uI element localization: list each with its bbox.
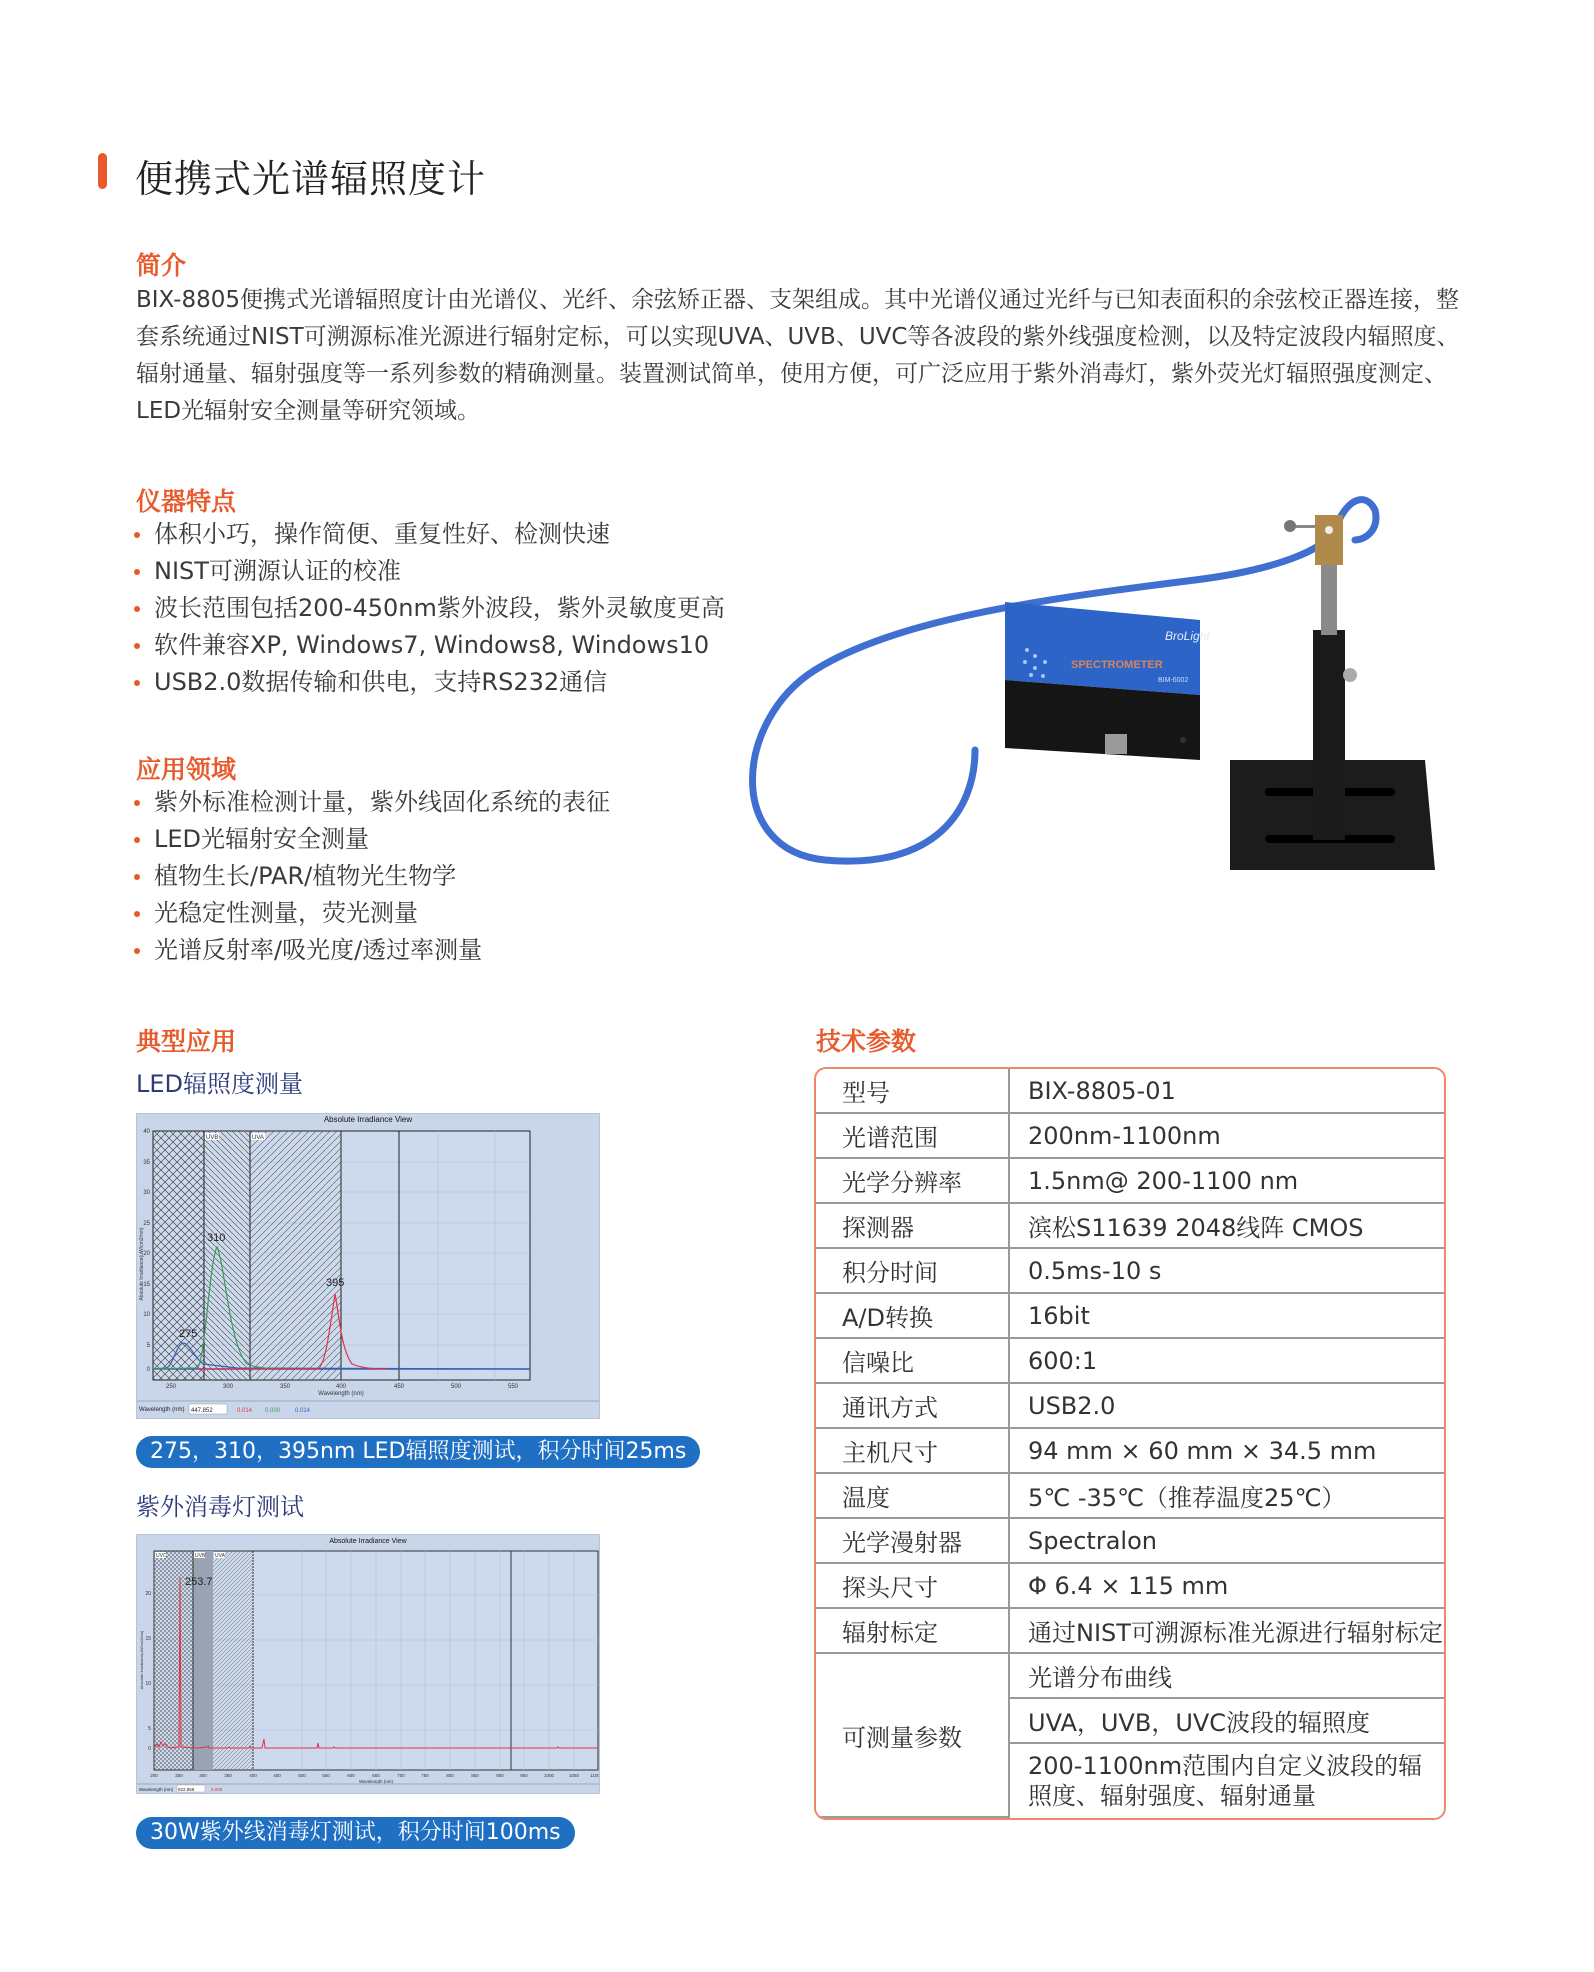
feature-item: 波长范围包括200-450nm紫外波段，紫外灵敏度更高 xyxy=(132,590,772,627)
led-irradiance-chart xyxy=(136,1113,600,1419)
product-image xyxy=(735,470,1455,890)
svg-text:900: 900 xyxy=(496,1773,504,1778)
page-title: 便携式光谱辐照度计 xyxy=(135,157,487,201)
table-row: 信噪比 600:1 xyxy=(816,1339,1444,1384)
table-row: A/D转换 16bit xyxy=(816,1294,1444,1339)
svg-text:UVC: UVC xyxy=(156,1553,167,1559)
chart1-title: Absolute Irradiance View xyxy=(323,1115,413,1124)
svg-text:250: 250 xyxy=(175,1773,183,1778)
annotation-310: 310 xyxy=(207,1232,226,1244)
svg-text:0: 0 xyxy=(146,1367,150,1373)
title-accent-bar xyxy=(98,153,107,189)
svg-text:0.014: 0.014 xyxy=(237,1408,253,1414)
svg-text:UVA: UVA xyxy=(215,1553,225,1559)
application-item: 光稳定性测量，荧光测量 xyxy=(132,895,772,932)
annotation-395: 395 xyxy=(326,1277,345,1289)
table-row: 积分时间 0.5ms-10 s xyxy=(816,1249,1444,1294)
svg-text:550: 550 xyxy=(507,1384,519,1390)
application-item: 紫外标准检测计量，紫外线固化系统的表征 xyxy=(132,784,772,821)
chart1-caption-badge: 275，310，395nm LED辐照度测试，积分时间25ms xyxy=(136,1436,700,1468)
svg-text:35: 35 xyxy=(143,1160,150,1166)
application-item: 光谱反射率/吸光度/透过率测量 xyxy=(132,932,772,969)
svg-text:1100: 1100 xyxy=(590,1773,599,1778)
device-model-label: BIM-6002 xyxy=(1158,677,1189,684)
chart1-subtitle: LED辐照度测量 xyxy=(136,1070,304,1098)
uv-lamp-chart xyxy=(136,1534,600,1794)
svg-text:447.852: 447.852 xyxy=(191,1408,213,1414)
svg-text:0.000: 0.000 xyxy=(265,1408,281,1414)
annotation-253-7: 253.7 xyxy=(185,1576,213,1588)
svg-text:20: 20 xyxy=(145,1591,151,1597)
svg-text:650: 650 xyxy=(372,1773,380,1778)
svg-text:400: 400 xyxy=(335,1384,347,1390)
svg-text:25: 25 xyxy=(143,1221,150,1227)
svg-text:40: 40 xyxy=(143,1129,150,1135)
table-row: 温度 5℃ -35℃（推荐温度25℃） xyxy=(816,1474,1444,1519)
feature-item: 软件兼容XP, Windows7, Windows8, Windows10 xyxy=(132,627,772,664)
svg-text:5: 5 xyxy=(146,1343,150,1349)
svg-text:250: 250 xyxy=(165,1384,177,1390)
chart2-subtitle: 紫外消毒灯测试 xyxy=(136,1493,304,1521)
svg-text:10: 10 xyxy=(145,1681,151,1687)
applications-heading: 应用领域 xyxy=(136,755,237,784)
svg-text:UVB: UVB xyxy=(206,1135,219,1141)
svg-text:UVA: UVA xyxy=(252,1135,264,1141)
chart2-caption-badge: 30W紫外线消毒灯测试，积分时间100ms xyxy=(136,1817,575,1849)
table-row: 光谱范围 200nm-1100nm xyxy=(816,1114,1444,1159)
svg-text:30: 30 xyxy=(143,1190,150,1196)
readout-label: Wavelength (nm) xyxy=(139,1407,185,1413)
table-row: 型号 BIX-8805-01 xyxy=(816,1069,1444,1114)
features-list xyxy=(132,516,772,701)
table-row: 探测器 滨松S11639 2048线阵 CMOS xyxy=(816,1204,1444,1249)
svg-text:1050: 1050 xyxy=(568,1773,580,1778)
svg-text:300: 300 xyxy=(199,1773,207,1778)
svg-text:400: 400 xyxy=(249,1773,257,1778)
feature-item: NIST可溯源认证的校准 xyxy=(132,553,772,590)
svg-text:850: 850 xyxy=(471,1773,479,1778)
device-label: SPECTROMETER xyxy=(1071,659,1163,671)
svg-text:922.859: 922.859 xyxy=(178,1787,195,1792)
svg-text:20: 20 xyxy=(143,1251,150,1257)
svg-text:450: 450 xyxy=(273,1773,281,1778)
svg-text:350: 350 xyxy=(279,1384,291,1390)
svg-text:800: 800 xyxy=(446,1773,454,1778)
svg-text:Wavelength (nm): Wavelength (nm) xyxy=(139,1787,174,1792)
specs-heading: 技术参数 xyxy=(816,1027,917,1056)
svg-text:350: 350 xyxy=(224,1773,232,1778)
svg-text:700: 700 xyxy=(397,1773,405,1778)
features-heading: 仪器特点 xyxy=(136,487,237,516)
svg-text:300: 300 xyxy=(222,1384,234,1390)
application-item: LED光辐射安全测量 xyxy=(132,821,772,858)
table-row: 辐射标定 通过NIST可溯源标准光源进行辐射标定 xyxy=(816,1609,1444,1654)
svg-text:950: 950 xyxy=(520,1773,528,1778)
svg-text:10: 10 xyxy=(143,1312,150,1318)
svg-text:Wavelength (nm): Wavelength (nm) xyxy=(318,1391,364,1397)
device-brand-label: BroLight xyxy=(1165,629,1210,643)
table-row: 200-1100nm范围内自定义波段的辐照度、辐射强度、辐射通量 xyxy=(1028,1752,1423,1810)
table-row: 光学漫射器 Spectralon xyxy=(816,1519,1444,1564)
table-row: UVA，UVB，UVC波段的辐照度 xyxy=(816,1699,1444,1744)
svg-text:15: 15 xyxy=(145,1636,151,1642)
table-row: 主机尺寸 94 mm × 60 mm × 34.5 mm xyxy=(816,1429,1444,1474)
svg-text:200: 200 xyxy=(150,1773,158,1778)
svg-text:1000: 1000 xyxy=(543,1773,555,1778)
svg-text:0.006: 0.006 xyxy=(211,1787,223,1792)
applications-list xyxy=(132,784,772,969)
svg-text:Wavelength (nm): Wavelength (nm) xyxy=(358,1779,394,1784)
specs-table xyxy=(814,1067,1446,1820)
table-row: 通讯方式 USB2.0 xyxy=(816,1384,1444,1429)
svg-text:500: 500 xyxy=(450,1384,462,1390)
chart2-title: Absolute Irradiance View xyxy=(329,1538,407,1545)
svg-text:15: 15 xyxy=(143,1282,150,1288)
typical-heading: 典型应用 xyxy=(136,1027,237,1056)
intro-heading: 简介 xyxy=(136,251,187,280)
svg-text:750: 750 xyxy=(421,1773,429,1778)
intro-paragraph: BIX-8805便携式光谱辐照度计由光谱仪、光纤、余弦矫正器、支架组成。其中光谱仪通过光纤与已知表面积的余弦校正器连接，整套系统通过NIST可溯源标准光源进行辐射定标，可以实现UVA、UVB、UVC等各波段的紫外线强度检测，以及特定波段内辐照度、辐射通量、辐射强度等一系列参数的精确测量。装置测试简单，使用方便，可广泛应用于紫外消毒灯，紫外荧光灯辐照强度测定、LED光辐射安全测量等研究领域。 xyxy=(136,287,1460,424)
svg-text:0.014: 0.014 xyxy=(295,1408,311,1414)
svg-text:Absolute Irradiance(uW/cm2/nm): Absolute Irradiance(uW/cm2/nm) xyxy=(139,1630,144,1690)
svg-text:0: 0 xyxy=(148,1746,151,1752)
feature-item: USB2.0数据传输和供电，支持RS232通信 xyxy=(132,664,772,701)
svg-text:5: 5 xyxy=(148,1726,151,1732)
annotation-275: 275 xyxy=(179,1328,198,1340)
table-row: 可测量参数 光谱分布曲线 xyxy=(816,1654,1444,1699)
svg-text:UVB: UVB xyxy=(195,1553,206,1559)
svg-text:600: 600 xyxy=(347,1773,355,1778)
table-row: 探头尺寸 Φ 6.4 × 115 mm xyxy=(816,1564,1444,1609)
feature-item: 体积小巧，操作简便、重复性好、检测快速 xyxy=(132,516,772,553)
svg-text:Absolute Irradiance(uW/cm2/nm): Absolute Irradiance(uW/cm2/nm) xyxy=(139,1227,145,1301)
table-row: 光学分辨率 1.5nm@ 200-1100 nm xyxy=(816,1159,1444,1204)
application-item: 植物生长/PAR/植物光生物学 xyxy=(132,858,772,895)
svg-text:550: 550 xyxy=(322,1773,330,1778)
svg-text:450: 450 xyxy=(393,1384,405,1390)
svg-text:500: 500 xyxy=(298,1773,306,1778)
